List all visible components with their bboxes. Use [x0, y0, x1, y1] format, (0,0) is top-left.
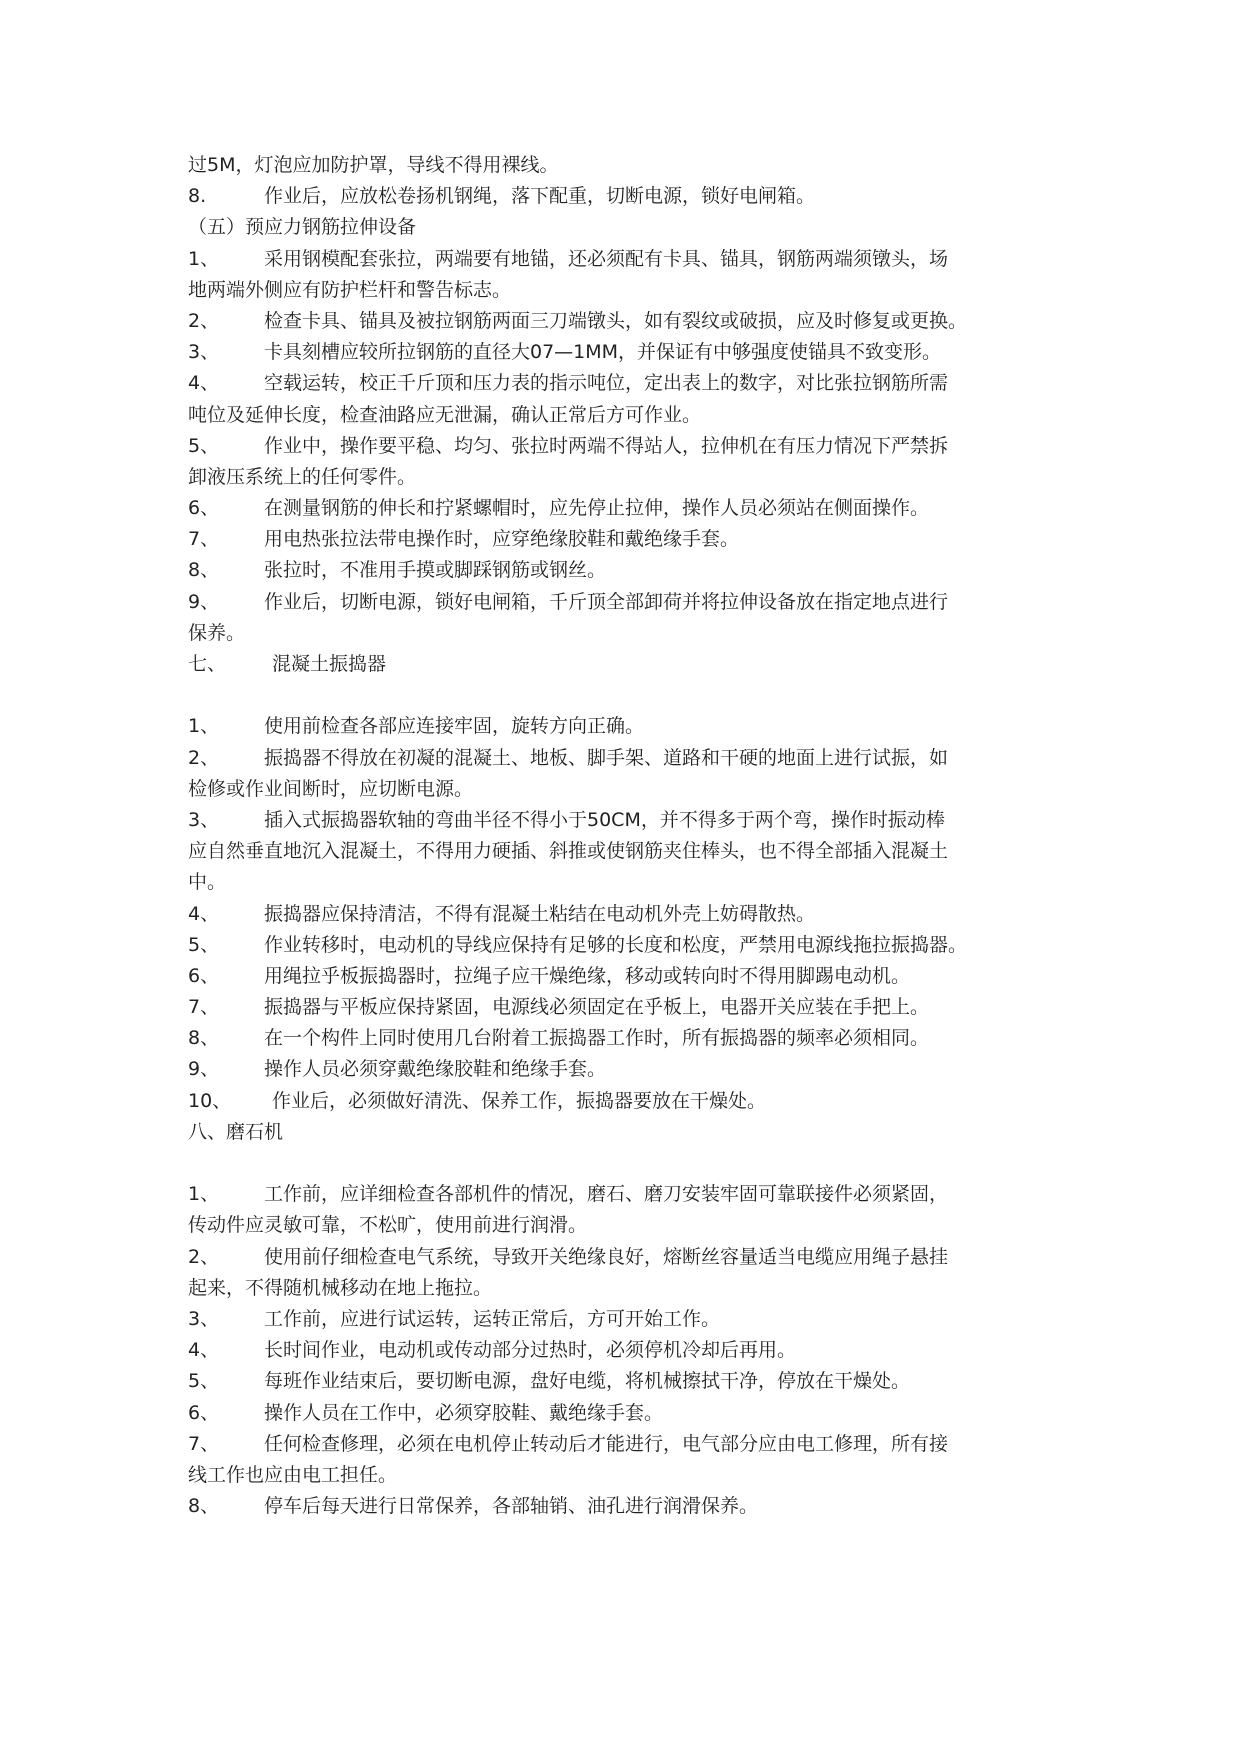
item-number: 9、 — [188, 590, 220, 613]
item-number: 8、 — [188, 1027, 220, 1050]
list-item — [188, 587, 1068, 618]
continuation-line: 中。 — [188, 871, 227, 894]
item-text: 操作人员在工作中，必须穿胶鞋、戴绝缘手套。 — [264, 1401, 664, 1424]
section-heading: （五）预应力钢筋拉伸设备 — [188, 216, 417, 239]
item-text: 作业中，操作要平稳、均匀、张拉时两端不得站人，拉伸机在有压力情况下严禁拆 — [264, 434, 949, 457]
item-text: 操作人员必须穿戴绝缘胶鞋和绝缘手套。 — [264, 1058, 607, 1081]
item-number: 2、 — [188, 746, 220, 769]
continuation-line: 地两端外侧应有防护栏杆和警告标志。 — [188, 278, 512, 301]
item-number: 9、 — [188, 1058, 220, 1081]
item-number: 4、 — [188, 902, 220, 925]
document-body — [188, 150, 1068, 1522]
continuation-line: 卸液压系统上的任何零件。 — [188, 465, 417, 488]
item-number: 7、 — [188, 1432, 220, 1455]
item-text: 使用前检查各部应连接牢固，旋转方向正确。 — [264, 715, 645, 738]
continuation-line: 传动件应灵敏可靠，不松旷，使用前进行润滑。 — [188, 1214, 588, 1237]
item-text: 张拉时，不准用手摸或脚踩钢筋或钢丝。 — [264, 559, 607, 582]
item-text: 卡具刻槽应较所拉钢筋的直径大07—1MM，并保证有中够强度使锚具不致变形。 — [264, 341, 942, 364]
list-item — [188, 711, 1068, 742]
item-number: 2、 — [188, 1245, 220, 1268]
list-item — [188, 1366, 1068, 1397]
list-item — [188, 1179, 1068, 1210]
list-item — [188, 306, 1068, 337]
continuation-line: 检修或作业间断时，应切断电源。 — [188, 777, 474, 800]
item-number: 7、 — [188, 996, 220, 1019]
item-text: 作业后，切断电源，锁好电闸箱，千斤顶全部卸荷并将拉伸设备放在指定地点进行 — [264, 590, 949, 613]
blank-line — [188, 1148, 1068, 1179]
item-text: 长时间作业，电动机或传动部分过热时，必须停机冷却后再用。 — [264, 1339, 797, 1362]
list-item — [188, 337, 1068, 368]
list-item — [188, 524, 1068, 555]
item-number: 1、 — [188, 715, 220, 738]
list-item — [188, 244, 1068, 275]
item-text: 振捣器与平板应保持紧固，电源线必须固定在乎板上，电器开关应装在手把上。 — [264, 996, 930, 1019]
list-item — [188, 1304, 1068, 1335]
list-item — [188, 368, 1068, 399]
item-text: 用电热张拉法带电操作时，应穿绝缘胶鞋和戴绝缘手套。 — [264, 528, 740, 551]
item-number: 4、 — [188, 372, 220, 395]
item-number: 5、 — [188, 1370, 220, 1393]
item-text: 工作前，应进行试运转，运转正常后，方可开始工作。 — [264, 1307, 721, 1330]
item-number: 8、 — [188, 1495, 220, 1518]
continuation-line: 起来，不得随机械移动在地上拖拉。 — [188, 1276, 493, 1299]
item-text: 作业后，必须做好清洗、保养工作，振捣器要放在干燥处。 — [272, 1089, 767, 1112]
list-item — [188, 493, 1068, 524]
list-item — [188, 1335, 1068, 1366]
item-text: 任何检查修理，必须在电机停止转动后才能进行，电气部分应由电工修理，所有接 — [264, 1432, 949, 1455]
item-number: 6、 — [188, 497, 220, 520]
item-number: 七、 — [188, 653, 227, 675]
item-number: 3、 — [188, 1307, 220, 1330]
list-item — [188, 1429, 1068, 1460]
item-text: 采用钢模配套张拉，两端要有地锚，还必须配有卡具、锚具，钢筋两端须镦头，场 — [264, 247, 949, 270]
item-number: 8、 — [188, 559, 220, 582]
item-text: 工作前，应详细检查各部机件的情况，磨石、磨刀安装牢固可靠联接件必须紧固， — [264, 1183, 949, 1206]
continuation-line: 应自然垂直地沉入混凝土，不得用力硬插、斜推或使钢筋夹住棒头，也不得全部插入混凝土 — [188, 840, 949, 863]
list-item — [188, 649, 1068, 680]
item-text: 在测量钢筋的伸长和拧紧螺帽时，应先停止拉伸，操作人员必须站在侧面操作。 — [264, 497, 930, 520]
list-item — [188, 805, 1068, 836]
item-text: 混凝土振捣器 — [272, 653, 387, 675]
list-item — [188, 555, 1068, 586]
continuation-line: 吨位及延伸长度，检查油路应无泄漏，确认正常后方可作业。 — [188, 403, 702, 426]
item-number: 7、 — [188, 528, 220, 551]
list-item — [188, 1023, 1068, 1054]
item-text: 作业转移时，电动机的导线应保持有足够的长度和松度，严禁用电源线拖拉振捣器。 — [264, 933, 968, 956]
item-text: 检查卡具、锚具及被拉钢筋两面三刀端镦头，如有裂纹或破损，应及时修复或更换。 — [264, 309, 968, 332]
item-number: 5、 — [188, 434, 220, 457]
item-text: 空载运转，校正千斤顶和压力表的指示吨位，定出表上的数字，对比张拉钢筋所需 — [264, 372, 949, 395]
continuation-line: 过5M，灯泡应加防护罩，导线不得用裸线。 — [188, 154, 559, 176]
item-number: 3、 — [188, 808, 220, 831]
list-item — [188, 1086, 1068, 1117]
item-number: 2、 — [188, 309, 220, 332]
item-number: 1、 — [188, 1183, 220, 1206]
list-item — [188, 1054, 1068, 1085]
list-item — [188, 1491, 1068, 1522]
item-text: 振捣器应保持清洁，不得有混凝土粘结在电动机外壳上妨碍散热。 — [264, 902, 816, 925]
item-text: 在一个构件上同时使用几台附着工振捣器工作时，所有振捣器的频率必须相同。 — [264, 1027, 930, 1050]
item-number: 3、 — [188, 341, 220, 364]
item-number: 1、 — [188, 247, 220, 270]
item-text: 振捣器不得放在初凝的混凝土、地板、脚手架、道路和干硬的地面上进行试振，如 — [264, 746, 949, 769]
item-number: 10、 — [188, 1089, 232, 1112]
item-text: 插入式振捣器软轴的弯曲半径不得小于50CM，并不得多于两个弯，操作时振动棒 — [264, 808, 945, 831]
list-item — [188, 181, 1068, 212]
item-text: 作业后，应放松卷扬机钢绳，落下配重，切断电源，锁好电闸箱。 — [264, 185, 816, 208]
item-number: 5、 — [188, 933, 220, 956]
list-item — [188, 899, 1068, 930]
item-text: 停车后每天进行日常保养，各部轴销、油孔进行润滑保养。 — [264, 1495, 759, 1518]
item-text: 用绳拉乎板振捣器时，拉绳子应干燥绝缘，移动或转向时不得用脚踢电动机。 — [264, 964, 911, 987]
blank-line — [188, 680, 1068, 711]
list-item — [188, 930, 1068, 961]
item-number: 6、 — [188, 964, 220, 987]
list-item — [188, 1242, 1068, 1273]
list-item — [188, 431, 1068, 462]
continuation-line: 线工作也应由电工担任。 — [188, 1463, 398, 1486]
section-heading: 八、磨石机 — [188, 1120, 284, 1143]
list-item — [188, 1398, 1068, 1429]
list-item — [188, 743, 1068, 774]
list-item — [188, 992, 1068, 1023]
item-text: 每班作业结束后，要切断电源，盘好电缆，将机械擦拭干净，停放在干燥处。 — [264, 1370, 911, 1393]
item-number: 4、 — [188, 1339, 220, 1362]
item-number: 8. — [188, 185, 207, 208]
continuation-line: 保养。 — [188, 621, 246, 644]
item-number: 6、 — [188, 1401, 220, 1424]
item-text: 使用前仔细检查电气系统，导致开关绝缘良好，熔断丝容量适当电缆应用绳子悬挂 — [264, 1245, 949, 1268]
list-item — [188, 961, 1068, 992]
